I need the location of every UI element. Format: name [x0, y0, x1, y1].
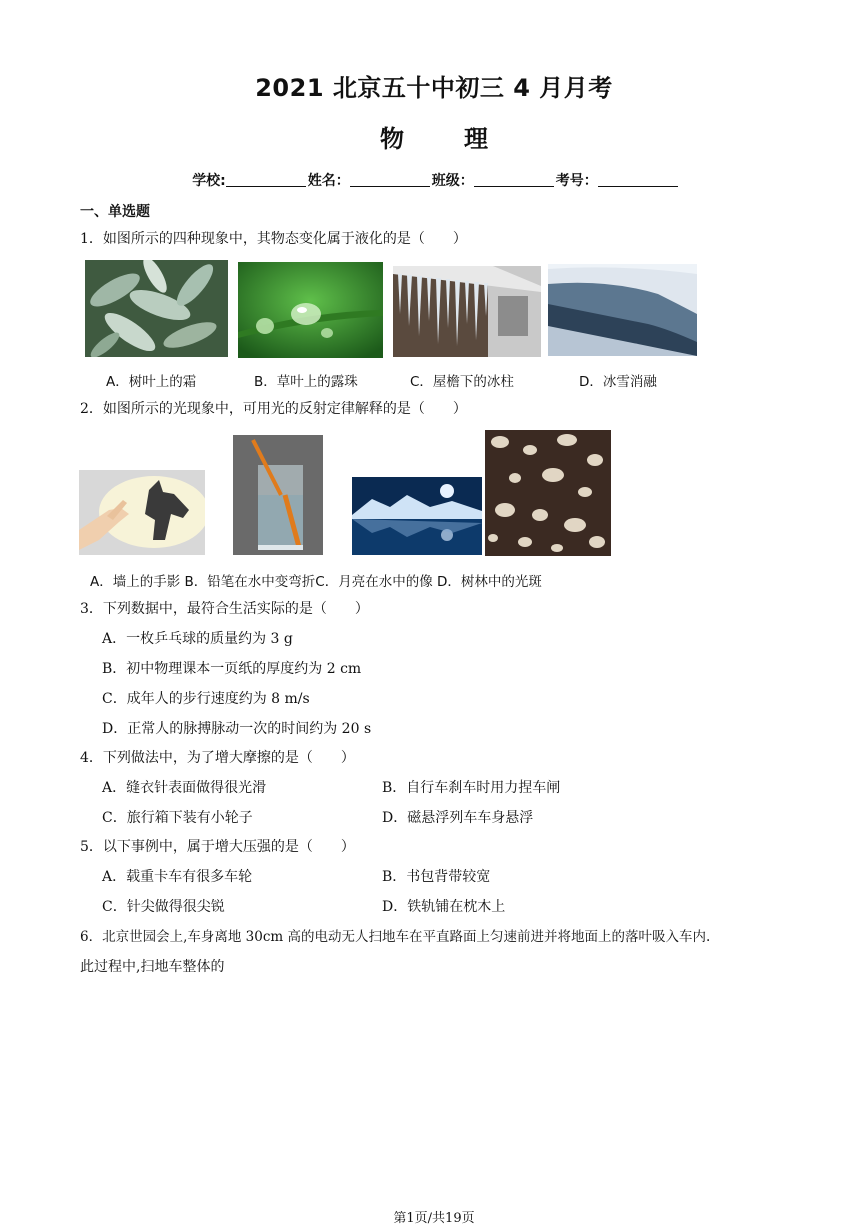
subject-char-2: 理: [464, 125, 488, 153]
q4-option-c: C．旅行箱下装有小轮子: [102, 810, 253, 826]
q1-caption-a: A．树叶上的霜: [106, 374, 197, 390]
icicles-image: [393, 266, 541, 357]
student-info-line: [0, 170, 868, 190]
school-blank: [226, 173, 306, 187]
subject-title: [0, 119, 868, 154]
name-label: 姓名：: [307, 173, 350, 189]
q5-option-b: B．书包背带较宽: [382, 869, 491, 885]
q5-option-a: A．载重卡车有很多车轮: [102, 869, 253, 885]
moon-reflection-image: [352, 477, 482, 555]
q4-option-b: B．自行车刹车时用力捏车闸: [382, 780, 561, 796]
q6-line-1: 6．北京世园会上,车身离地 30cm 高的电动无人扫地车在平直路面上匀速前进并将地面上的落叶吸入车内.: [80, 929, 711, 945]
exam-no-label: 考号：: [555, 173, 598, 189]
name-blank: [350, 173, 430, 187]
q1-caption-c: C．屋檐下的冰柱: [410, 374, 514, 390]
section-heading: 一、单选题: [80, 204, 150, 220]
dew-drops-image: [238, 262, 383, 358]
light-spots-image: [485, 430, 611, 556]
q5-option-c: C．针尖做得很尖锐: [102, 899, 225, 915]
page-footer: 第1页/共19页: [393, 1211, 475, 1226]
q2-captions: A．墙上的手影 B．铅笔在水中变弯折C．月亮在水中的像 D．树林中的光斑: [90, 574, 542, 590]
q3-stem: 3．下列数据中，最符合生活实际的是（ ）: [80, 601, 369, 617]
school-label: 学校:: [192, 173, 226, 189]
q1-stem: 1．如图所示的四种现象中，其物态变化属于液化的是（ ）: [80, 231, 467, 247]
q3-option-d: D．正常人的脉搏脉动一次的时间约为 20 s: [102, 721, 372, 737]
q5-option-d: D．铁轨铺在枕木上: [382, 899, 506, 915]
subject-char-1: 物: [380, 125, 404, 153]
q4-option-d: D．磁悬浮列车车身悬浮: [382, 810, 534, 826]
q3-option-c: C．成年人的步行速度约为 8 m/s: [102, 691, 310, 707]
q2-stem: 2．如图所示的光现象中，可用光的反射定律解释的是（ ）: [80, 401, 467, 417]
q1-caption-b: B．草叶上的露珠: [254, 374, 358, 390]
hand-shadow-image: [79, 470, 205, 555]
q3-option-a: A．一枚乒乓球的质量约为 3 g: [102, 631, 293, 647]
exam-no-blank: [598, 173, 678, 187]
melting-snow-image: [548, 264, 697, 356]
q6-line-2: 此过程中,扫地车整体的: [80, 959, 225, 975]
class-blank: [474, 173, 554, 187]
pencil-in-water-image: [233, 435, 323, 555]
class-label: 班级：: [431, 173, 474, 189]
q4-stem: 4．下列做法中，为了增大摩擦的是（ ）: [80, 750, 355, 766]
frost-leaves-image: [85, 260, 228, 357]
q1-caption-d: D．冰雪消融: [579, 374, 657, 390]
q3-option-b: B．初中物理课本一页纸的厚度约为 2 cm: [102, 661, 362, 677]
q5-stem: 5．以下事例中，属于增大压强的是（ ）: [80, 839, 355, 855]
q4-option-a: A．缝衣针表面做得很光滑: [102, 780, 267, 796]
exam-title: 2021 北京五十中初三 4 月月考: [255, 74, 613, 102]
